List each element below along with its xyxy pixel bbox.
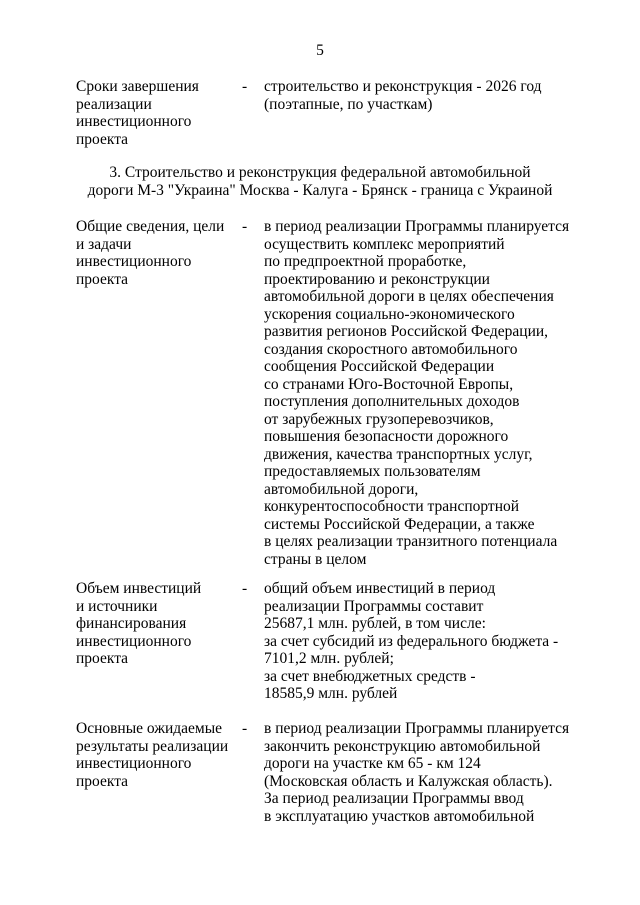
entry-dash: - bbox=[242, 720, 248, 737]
label-line: Объем инвестиций bbox=[76, 580, 202, 597]
label-line: проекта bbox=[76, 650, 129, 667]
heading-line: 3. Строительство и реконструкция федеральной автомобильной bbox=[109, 164, 531, 181]
value-line: в период реализации Программы планируется bbox=[264, 720, 570, 737]
value-line: (Московская область и Калужская область). bbox=[264, 772, 553, 790]
label-line: проекта bbox=[76, 772, 129, 790]
entry-value bbox=[264, 218, 574, 568]
section-heading bbox=[0, 164, 640, 200]
value-line: 25687,1 млн. рублей, в том числе: bbox=[264, 615, 486, 632]
label-line: инвестиционного bbox=[76, 253, 192, 270]
entry-value bbox=[264, 78, 574, 113]
label-line: Основные ожидаемые bbox=[76, 720, 223, 737]
value-line: по предпроектной проработке, bbox=[264, 253, 467, 270]
value-line: ускорения социально-экономического bbox=[264, 305, 515, 323]
value-line: за счет субсидий из федерального бюджета - bbox=[264, 632, 559, 650]
label-line: финансирования bbox=[76, 615, 187, 632]
value-line: создания скоростного автомобильного bbox=[264, 340, 518, 358]
page-number: 5 bbox=[316, 42, 324, 59]
value-line: осуществить комплекс мероприятий bbox=[264, 235, 505, 253]
value-line: в период реализации Программы планируется bbox=[264, 218, 570, 235]
value-line: системы Российской Федерации, а также bbox=[264, 515, 535, 533]
entry-value bbox=[264, 720, 574, 825]
value-line: повышения безопасности дорожного bbox=[264, 428, 509, 445]
label-line: инвестиционного bbox=[76, 632, 192, 650]
value-line: в целях реализации транзитного потенциала bbox=[264, 533, 558, 550]
value-line: со странами Юго-Восточной Европы, bbox=[264, 375, 514, 393]
value-line: За период реализации Программы ввод bbox=[264, 790, 524, 807]
entry-dash: - bbox=[242, 78, 248, 95]
value-line: дороги на участке км 65 - км 124 bbox=[264, 755, 481, 772]
entry-label bbox=[76, 78, 236, 148]
label-line: Общие сведения, цели bbox=[76, 218, 225, 235]
entry-label bbox=[76, 218, 236, 288]
value-line: (поэтапные, по участкам) bbox=[264, 95, 433, 113]
entry-dash: - bbox=[242, 218, 248, 235]
label-line: проекта bbox=[76, 130, 129, 148]
label-line: и задачи bbox=[76, 235, 132, 253]
label-line: инвестиционного bbox=[76, 113, 192, 130]
value-line: 18585,9 млн. рублей bbox=[264, 685, 398, 702]
value-line: в эксплуатацию участков автомобильной bbox=[264, 807, 535, 825]
label-line: результаты реализации bbox=[76, 737, 229, 755]
value-line: за счет внебюджетных средств - bbox=[264, 667, 476, 685]
value-line: движения, качества транспортных услуг, bbox=[264, 445, 533, 463]
entry-label bbox=[76, 580, 236, 668]
value-line: закончить реконструкцию автомобильной bbox=[264, 737, 541, 755]
value-line: автомобильной дороги, bbox=[264, 480, 419, 498]
value-line: развития регионов Российской Федерации, bbox=[264, 323, 549, 340]
label-line: реализации bbox=[76, 95, 152, 113]
value-line: конкурентоспособности транспортной bbox=[264, 498, 520, 515]
label-line: инвестиционного bbox=[76, 755, 192, 772]
entry-dash: - bbox=[242, 580, 248, 597]
value-line: строительство и реконструкция - 2026 год bbox=[264, 78, 542, 95]
value-line: предоставляемых пользователям bbox=[264, 463, 481, 480]
value-line: страны в целом bbox=[264, 550, 367, 568]
label-line: Сроки завершения bbox=[76, 78, 199, 95]
label-line: и источники bbox=[76, 597, 158, 615]
value-line: от зарубежных грузоперевозчиков, bbox=[264, 410, 494, 428]
value-line: проектированию и реконструкции bbox=[264, 270, 490, 288]
entry-label bbox=[76, 720, 236, 790]
heading-line: дороги М-3 "Украина" Москва - Калуга - Брянск - граница с Украиной bbox=[87, 182, 553, 199]
value-line: сообщения Российской Федерации bbox=[264, 358, 495, 375]
value-line: реализации Программы составит bbox=[264, 597, 484, 615]
value-line: общий объем инвестиций в период bbox=[264, 580, 496, 597]
entry-value bbox=[264, 580, 574, 703]
value-line: автомобильной дороги в целях обеспечения bbox=[264, 288, 554, 305]
value-line: 7101,2 млн. рублей; bbox=[264, 650, 394, 667]
label-line: проекта bbox=[76, 270, 129, 288]
value-line: поступления дополнительных доходов bbox=[264, 393, 520, 410]
